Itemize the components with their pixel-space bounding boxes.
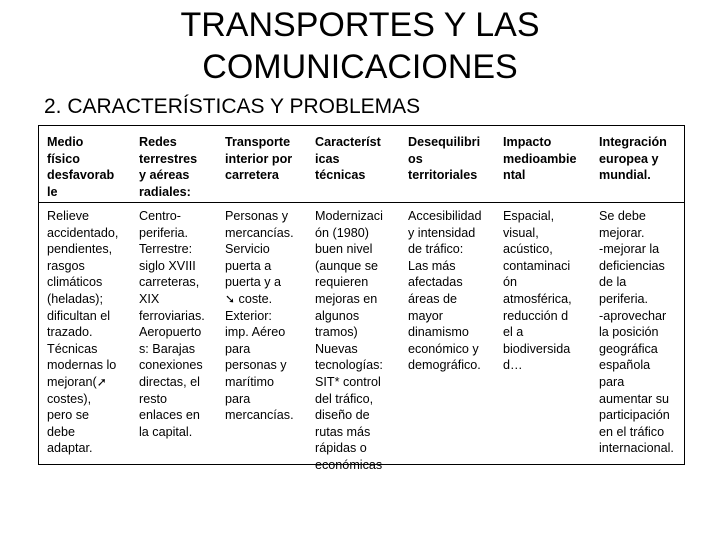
cell-caracteristicas-tecnicas: Modernizaci ón (1980) buen nivel (aunque se requieren mejoras en algunos tramos) Nuevas tecnologías: SIT* control del tráfico, diseño de rutas más rápidas o económicas — [315, 209, 383, 472]
cell-medio-fisico-tail: costes), pero se debe adaptar. — [47, 391, 93, 456]
header-impacto: Impacto medioambie ntal — [503, 135, 577, 183]
header-transporte-interior: Transporte interior por carretera — [225, 135, 293, 183]
header-desequilibrios: Desequilibri os territoriales — [408, 135, 481, 183]
cell-medio-fisico — [47, 208, 118, 457]
falling-arrow-icon: ➘ — [225, 291, 236, 306]
cell-redes: Centro- periferia. Terrestre: siglo XVIII carreteras, XIX ferroviarias. Aeropuerto s: Barajas conexiones directas, el resto enlaces en la capital. — [139, 209, 205, 439]
slide-title — [0, 4, 720, 88]
cell-transporte-interior — [225, 208, 294, 424]
title-line-1: TRANSPORTES Y LAS — [180, 6, 540, 44]
header-integracion: Integración europea y mundial. — [599, 135, 667, 183]
cell-medio-fisico-text: Relieve accidentado, pendientes, rasgos climáticos (heladas); dificultan el trazado. Técnicas modernas lo mejoran( — [47, 209, 119, 389]
cell-desequilibrios: Accesibilidad y intensidad de tráfico: Las más afectadas áreas de mayor dinamismo económico y demográfico. — [408, 209, 482, 373]
slide-subtitle: 2. CARACTERÍSTICAS Y PROBLEMAS — [44, 95, 421, 118]
cell-impacto: Espacial, visual, acústico, contaminaci ón atmosférica, reducción d el a biodiversida d… — [503, 209, 572, 373]
cell-transporte-tail: coste. Exterior: imp. Aéreo para personas y marítimo para mercancías. — [225, 291, 294, 423]
rising-arrow-icon: ➚ — [96, 374, 107, 389]
cell-integracion: Se debe mejorar. -mejorar la deficiencias de la periferia. -aprovechar la posición geográfica española para aumentar su participación en el tráfico internacional. — [599, 209, 674, 456]
header-redes: Redes terrestres y aéreas radiales: — [139, 135, 198, 199]
cell-transporte-text: Personas y mercancías. Servicio puerta a puerta y a — [225, 209, 294, 290]
title-line-2: COMUNICACIONES — [202, 48, 518, 86]
header-medio-fisico: Medio físico desfavorab le — [47, 135, 115, 199]
header-divider — [39, 202, 684, 203]
header-caracteristicas-tecnicas: Característ icas técnicas — [315, 135, 381, 183]
characteristics-table — [38, 125, 685, 472]
